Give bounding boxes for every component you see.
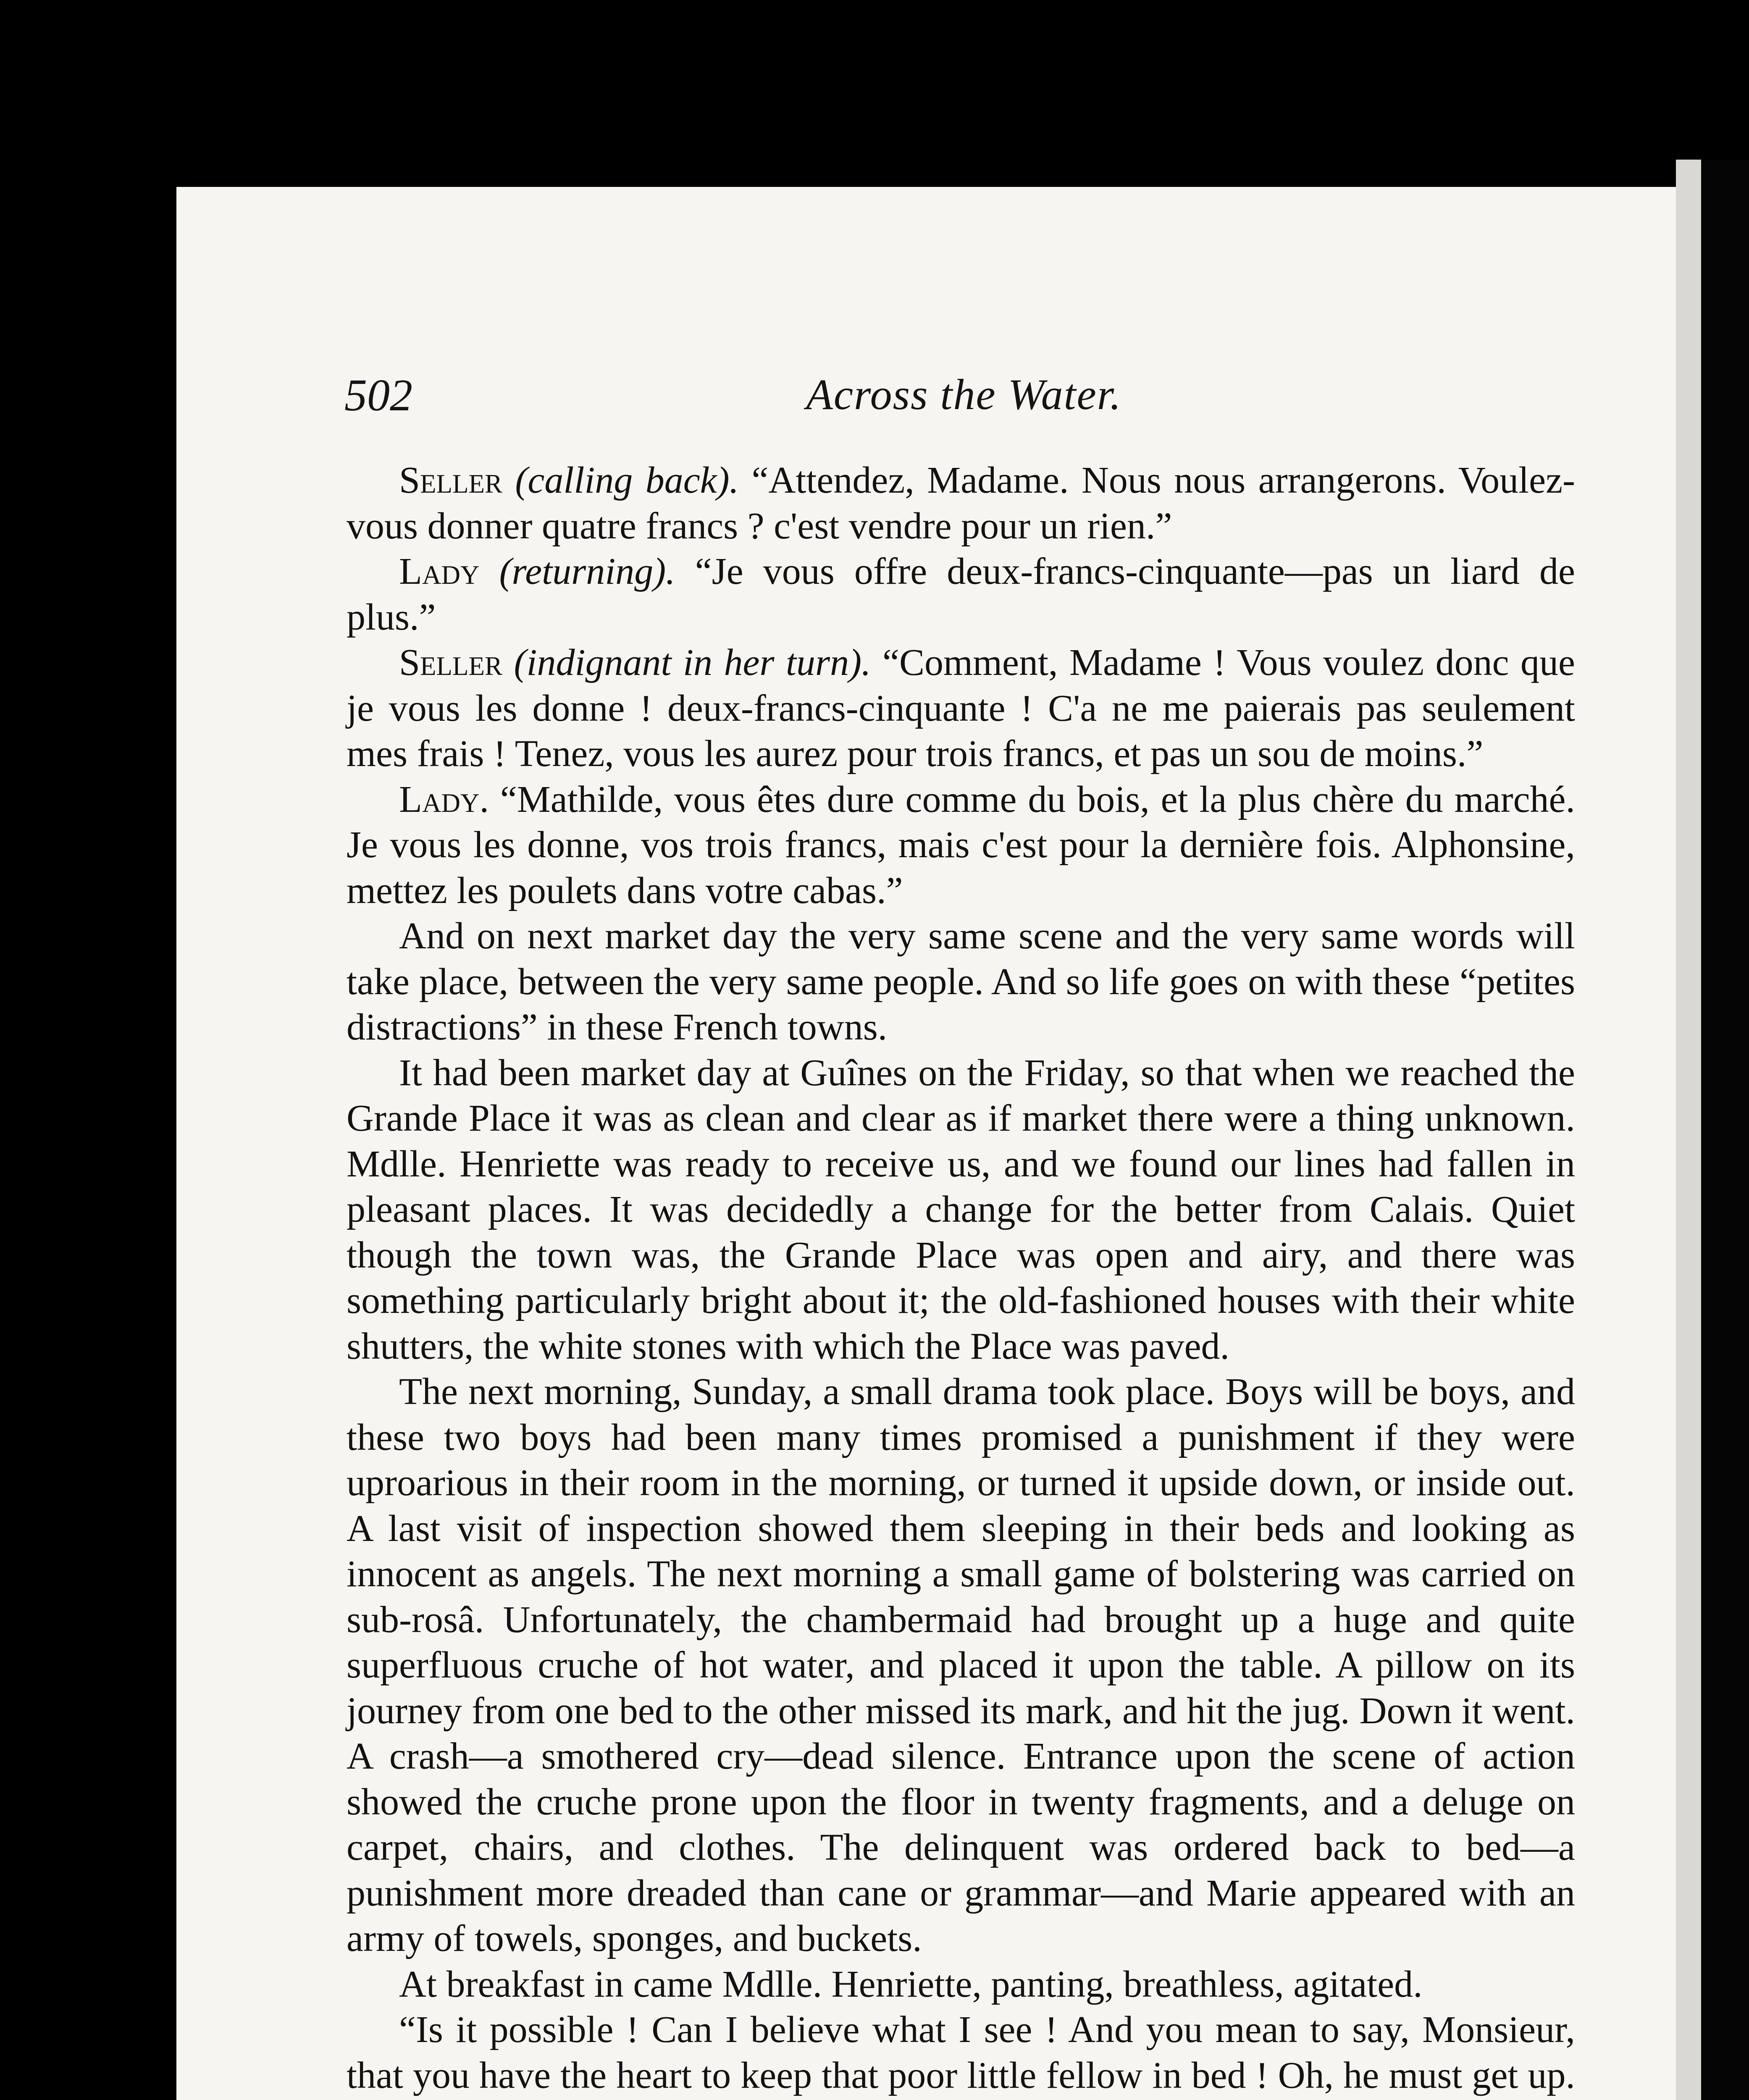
paragraph: It had been market day at Guînes on the Friday, so that when we reached the Grande Place it was as clean and clear as if market there were a thing unknown. Mdlle. Henriette was ready to receive us, and we found our lines had fallen in pleasant places. It was decidedly a change for the better from Calais. Quiet though the town was, the Grande Place was open and airy, and there was something particularly bright about it; the old-fashioned houses with their white shutters, the white stones with which the Place was paved. [347, 1052, 1575, 1367]
page-number: 502 [344, 370, 412, 420]
page-edge [1676, 160, 1701, 2100]
paragraph-seller-1 [347, 458, 1575, 549]
paragraph: And on next market day the very same scene and the very same words will take place, between the very same people. And so life goes on with these “petites distractions” in these French towns. [347, 915, 1575, 1048]
running-title: Across the Water. [806, 370, 1122, 419]
paragraph: “Is it possible ! Can I believe what I see ! And you mean to say, Monsieur, that you have the heart to keep that poor little fellow in bed ! Oh, he must get up. [347, 2009, 1575, 2096]
speaker-name: Lady [399, 551, 480, 592]
binding-shadow [1701, 160, 1749, 2100]
speaker-name: Lady. [399, 778, 489, 820]
page-header [344, 370, 1584, 433]
paragraph-seller-2 [347, 640, 1575, 777]
paragraph: The next morning, Sunday, a small drama took place. Boys will be boys, and these two boys had been many times promised a punishment if they were uproarious in their room in the morning, or turned it upside down, or inside out. A last visit of inspection showed them sleeping in their beds and looking as innocent as angels. The next morning a small game of bolstering was carried on sub-rosâ. Unfortunately, the chambermaid had brought up a huge and quite superfluous cruche of hot water, and placed it upon the table. A pillow on its journey from one bed to the other missed its mark, and hit the jug. Down it went. A crash—a smothered cry—dead silence. Entrance upon the scene of action showed the cruche prone upon the floor in twenty fragments, and a deluge on carpet, chairs, and clothes. The delinquent was ordered back to bed—a punishment more dreaded than cane or grammar—and Marie appeared with an army of towels, sponges, and buckets. [347, 1371, 1575, 1959]
paragraph-text: “Je vous offre deux-francs-cinquante—pas un liard de plus.” [347, 551, 1575, 638]
stage-direction: (returning). [499, 551, 675, 592]
stage-direction: (indignant in her turn). [514, 642, 871, 683]
body-text [347, 458, 1575, 2100]
stage-direction: (calling back). [515, 459, 739, 501]
paragraph-text: “Attendez, Madame. Nous nous arrangerons. Voulez-vous donner quatre francs ? c'est vendre pour un rien.” [347, 459, 1576, 547]
paragraph-lady-2 [347, 777, 1575, 914]
paragraph-lady-1 [347, 549, 1575, 640]
paragraph: At breakfast in came Mdlle. Henriette, panting, breathless, agitated. [399, 1963, 1423, 2005]
speaker-name: Seller [399, 459, 503, 501]
paragraph-text: “Comment, Madame ! Vous voulez donc que je vous les donne ! deux-francs-cinquante ! C'a ne me paierais pas seulement mes frais ! Tenez, vous les aurez pour trois francs, et pas un sou de moins.” [347, 642, 1576, 774]
paragraph-text: “Mathilde, vous êtes dure comme du bois, et la plus chère du marché. Je vous les donne, vos trois francs, mais c'est pour la dernière fois. Alphonsine, mettez les poulets dans votre cabas.” [347, 778, 1575, 911]
speaker-name: Seller [399, 642, 503, 683]
